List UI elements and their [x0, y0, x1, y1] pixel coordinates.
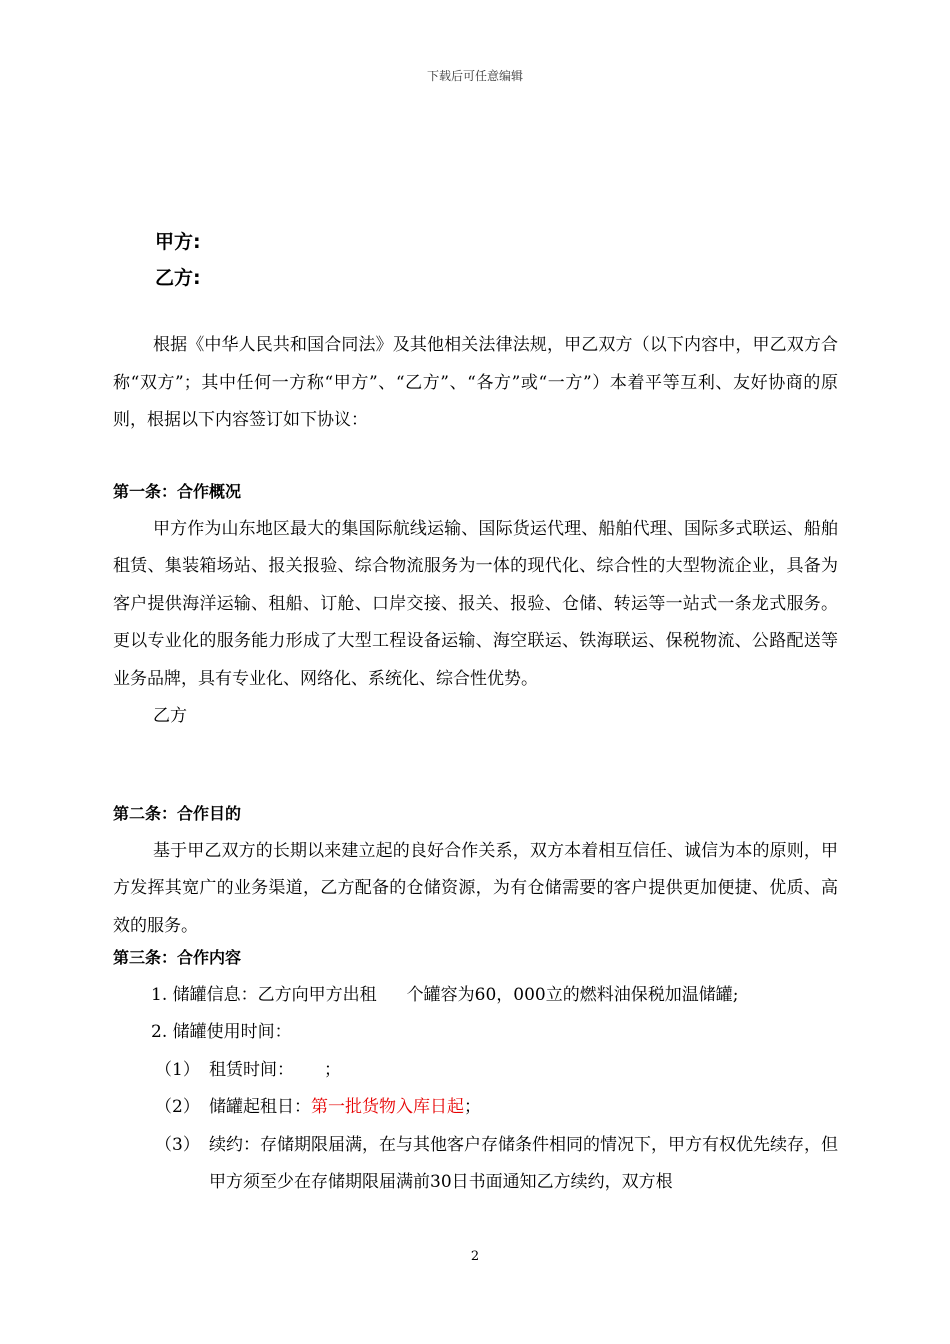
sub-1-text-a: 租赁时间： [209, 1059, 294, 1080]
article-2-title: 第二条：合作目的 [113, 804, 242, 823]
item-1-text-a: 1. 储罐信息：乙方向甲方出租 [151, 984, 377, 1005]
article-2 [113, 795, 838, 945]
intro-paragraph [113, 327, 838, 440]
article-3-item-2: 2. 储罐使用时间： [151, 1022, 292, 1042]
sub-3-number: （3） [155, 1134, 200, 1155]
sub-2-number: （2） [155, 1097, 200, 1117]
article-1 [113, 473, 838, 736]
article-2-paragraph: 基于甲乙双方的长期以来建立起的良好合作关系，双方本着相互信任、诚信为本的原则，甲方发挥其宽广的业务渠道，乙方配备的仓储资源，为有仓储需要的客户提供更加便捷、优质、高效的服务。 [113, 840, 838, 936]
article-1-paragraph: 甲方作为山东地区最大的集国际航线运输、国际货运代理、船舶代理、国际多式联运、船舶租赁、集装箱场站、报关报验、综合物流服务为一体的现代化、综合性的大型物流企业，具备为客户提供海洋运输、租船、订舱、口岸交接、报关、报验、仓储、转运等一站式一条龙式服务。更以专业化的服务能力形成了大型工程设备运输、海空联运、铁海联运、保税物流、公路配送等业务品牌，具有专业化、网络化、系统化、综合性优势。 [113, 518, 838, 689]
sub-3-text: 续约：存储期限届满，在与其他客户存储条件相同的情况下，甲方有权优先续存，但甲方须至少在存储期限届满前30日书面通知乙方续约，双方根 [209, 1134, 838, 1192]
page-number: 2 [470, 1249, 480, 1264]
article-3-sub-2 [113, 1089, 838, 1127]
header-note: 下载后可任意编辑 [426, 69, 523, 83]
article-3 [113, 939, 838, 1202]
sub-2-text-b: ； [464, 1097, 481, 1117]
sub-1-number: （1） [155, 1059, 200, 1080]
article-3-sub-3 [113, 1127, 838, 1202]
sub-2-text-a: 储罐起租日： [209, 1097, 311, 1117]
article-1-title: 第一条：合作概况 [113, 482, 242, 501]
intro-text: 根据《中华人民共和国合同法》及其他相关法律法规，甲乙双方（以下内容中，甲乙双方合称“双方”；其中任何一方称“甲方”、“乙方”、“各方”或“一方”）本着平等互利、友好协商的原则，根据以下内容签订如下协议： [113, 335, 838, 430]
party-a-label: 甲方: [155, 231, 201, 253]
item-1-text-b: 个罐容为60，000立的燃料油保税加温储罐; [406, 984, 739, 1005]
party-b-label: 乙方: [155, 267, 201, 289]
sub-1-text-b: ； [324, 1059, 341, 1080]
article-1-party-b: 乙方 [153, 706, 187, 726]
article-3-sub-1 [113, 1052, 838, 1090]
article-3-title: 第三条：合作内容 [113, 948, 242, 967]
sub-2-highlight: 第一批货物入库日起 [311, 1097, 464, 1117]
article-3-item-1 [113, 977, 838, 1015]
